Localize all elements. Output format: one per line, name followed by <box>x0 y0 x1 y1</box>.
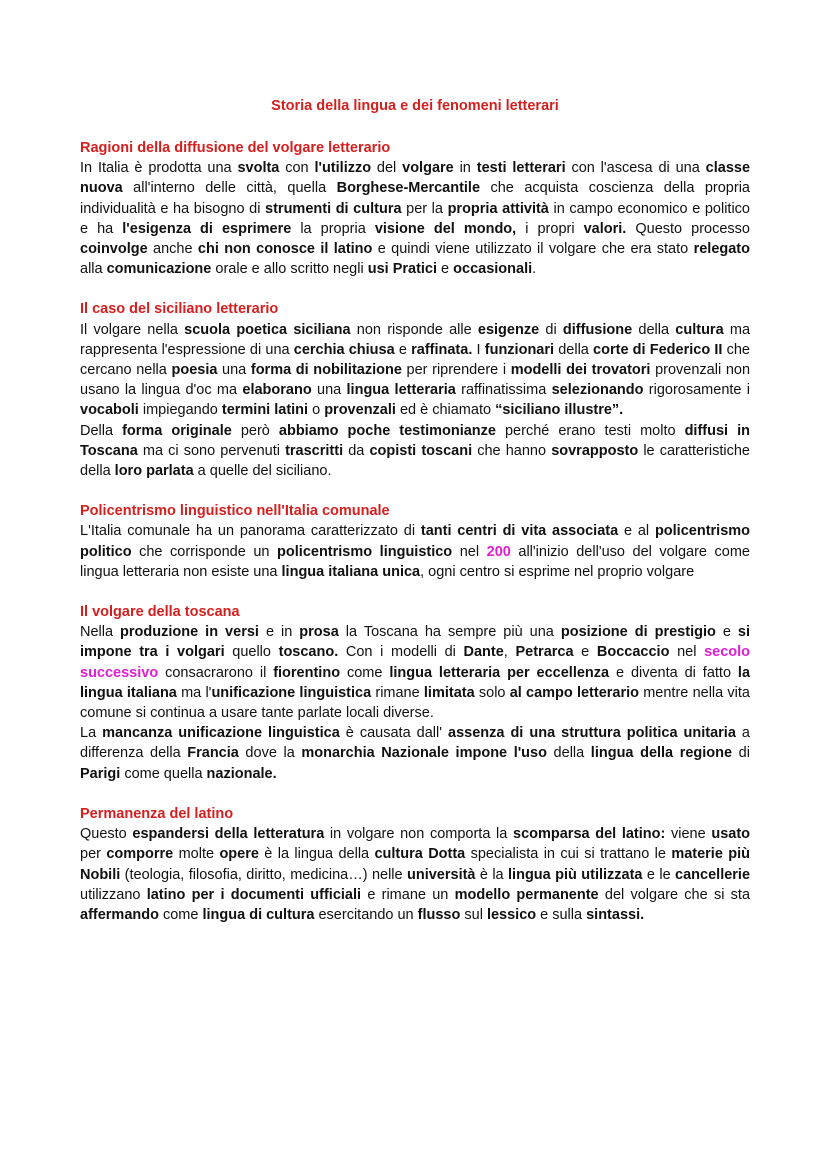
emphasis-text: usato <box>711 826 751 843</box>
emphasis-text: funzionari <box>484 341 555 358</box>
emphasis-text: la lingua italiana <box>80 664 751 701</box>
text-run: che corrisponde un <box>131 543 278 560</box>
section <box>80 804 750 925</box>
emphasis-text: abbiamo poche testimonianze <box>278 422 496 439</box>
text-run: è la lingua della <box>258 846 375 863</box>
text-run: alla <box>80 261 107 278</box>
emphasis-text: comunicazione <box>106 261 212 278</box>
text-run: all'interno delle città, quella <box>122 180 337 197</box>
section-heading: Permanenza del latino <box>80 805 234 822</box>
text-run: viene <box>665 826 712 843</box>
emphasis-text: fiorentino <box>273 664 341 681</box>
text-run: ma rappresenta l'espressione di una <box>80 321 751 358</box>
emphasis-text: vocaboli <box>80 402 139 419</box>
text-run: solo <box>474 684 510 701</box>
text-run: come quella <box>120 765 207 782</box>
text-run: dove la <box>238 745 302 762</box>
text-run: in volgare non comporta la <box>324 826 513 843</box>
text-run: della <box>554 341 594 358</box>
document-page <box>80 98 750 945</box>
emphasis-text: occasionali <box>453 261 533 278</box>
emphasis-text: provenzali <box>324 402 396 419</box>
emphasis-text: modello permanente <box>454 886 599 903</box>
section <box>80 299 750 481</box>
emphasis-text: volgare <box>402 160 454 177</box>
emphasis-text: modelli dei trovatori <box>510 362 651 379</box>
text-run: una <box>311 382 347 399</box>
document-body <box>80 138 750 925</box>
emphasis-text: forma di nobilitazione <box>250 362 402 379</box>
emphasis-text: Parigi <box>80 765 121 782</box>
text-run: ma ci sono pervenuti <box>137 442 286 459</box>
text-run: orale e allo scritto negli <box>211 261 368 278</box>
text-run: della <box>546 745 591 762</box>
emphasis-text: materie più Nobili <box>80 846 751 883</box>
section-heading: Il volgare della toscana <box>80 604 240 621</box>
emphasis-text: secolo successivo <box>80 644 751 681</box>
emphasis-text: latino per i documenti ufficiali <box>146 886 362 903</box>
text-run: una <box>217 362 251 379</box>
text-run: provenzali non usano la lingua d'oc ma <box>80 362 751 399</box>
emphasis-text: nazionale. <box>206 765 277 782</box>
emphasis-text: sovrapposto <box>551 442 639 459</box>
text-run: i propri <box>516 220 584 237</box>
text-run: La <box>80 725 103 742</box>
emphasis-text: propria attività <box>447 200 549 217</box>
text-run: da <box>343 442 370 459</box>
emphasis-text: visione del mondo, <box>374 220 517 237</box>
emphasis-text: sintassi. <box>586 906 645 923</box>
text-run: ed è chiamato <box>395 402 496 419</box>
emphasis-text: cerchia chiusa <box>293 341 395 358</box>
emphasis-text: loro parlata <box>114 463 194 480</box>
text-run: è causata dall' <box>339 725 449 742</box>
emphasis-text: tanti centri di vita associata <box>420 523 619 540</box>
emphasis-text: l'esigenza di esprimere <box>122 220 292 237</box>
text-run: come <box>340 664 390 681</box>
emphasis-text: unificazione linguistica <box>211 684 372 701</box>
text-run: e rimane un <box>361 886 455 903</box>
text-run: Con i modelli di <box>338 644 464 661</box>
emphasis-text: scuola poetica siciliana <box>184 321 351 338</box>
text-run: e <box>394 341 412 358</box>
text-run: con <box>279 160 315 177</box>
section-paragraph <box>80 824 750 925</box>
emphasis-text: scomparsa del latino: <box>513 826 666 843</box>
section-paragraph <box>80 723 750 784</box>
text-run: Questo <box>80 826 133 843</box>
text-run: la Toscana ha sempre più una <box>338 624 561 641</box>
emphasis-text: valori. <box>583 220 627 237</box>
emphasis-text: lingua letteraria per eccellenza <box>389 664 610 681</box>
text-run: che cercano nella <box>80 341 750 379</box>
emphasis-text: mancanza unificazione linguistica <box>102 725 340 742</box>
text-run: , ogni centro si esprime nel proprio volgare <box>420 563 695 580</box>
text-run: del volgare che si sta <box>598 886 751 903</box>
text-run: la propria <box>291 220 375 237</box>
text-run: Il volgare nella <box>80 321 185 338</box>
emphasis-text: lingua di cultura <box>202 906 315 923</box>
emphasis-text: elaborano <box>242 382 312 399</box>
emphasis-text: testi letterari <box>476 160 566 177</box>
emphasis-text: chi non conosce il latino <box>197 241 373 258</box>
emphasis-text: “siciliano illustre”. <box>495 402 624 419</box>
emphasis-text: forma originale <box>122 422 232 439</box>
emphasis-text: cultura Dotta <box>374 846 466 863</box>
text-run: rigorosamente i <box>643 382 751 399</box>
text-run: le caratteristiche della <box>80 442 750 480</box>
section <box>80 602 750 784</box>
text-run: come <box>158 906 203 923</box>
text-run: esercitando un <box>314 906 418 923</box>
emphasis-text: Petrarca <box>515 644 574 661</box>
emphasis-text: si impone tra i volgari <box>80 624 751 661</box>
text-run: raffinatissima <box>455 382 552 399</box>
text-run: è la <box>475 866 509 883</box>
text-run: quello <box>224 644 279 661</box>
text-run: che acquista coscienza della propria individualità e ha bisogno di <box>80 180 750 217</box>
text-run: nel <box>669 644 705 661</box>
emphasis-text: opere <box>219 846 259 863</box>
text-run: , <box>503 644 516 661</box>
text-run: però <box>231 422 279 439</box>
section-heading: Policentrismo linguistico nell'Italia comunale <box>80 503 390 520</box>
text-run: utilizzano <box>80 886 147 903</box>
text-run: di <box>732 745 750 762</box>
text-run: a differenza della <box>80 725 750 762</box>
emphasis-text: affermando <box>80 906 159 923</box>
text-run: In Italia è prodotta una <box>80 160 238 177</box>
emphasis-text: svolta <box>237 160 280 177</box>
emphasis-text: trascritti <box>285 442 344 459</box>
emphasis-text: produzione in versi <box>120 624 259 641</box>
emphasis-text: diffusione <box>562 321 633 338</box>
emphasis-text: Borghese-Mercantile <box>336 180 481 197</box>
text-run: nel <box>452 543 487 560</box>
emphasis-text: espandersi della letteratura <box>132 826 325 843</box>
text-run: e le <box>642 866 676 883</box>
text-run: in campo economico e politico e ha <box>80 200 750 237</box>
emphasis-text: Francia <box>187 745 239 762</box>
text-run: e sulla <box>536 906 587 923</box>
emphasis-text: università <box>406 866 476 883</box>
emphasis-text: raffinata. <box>411 341 473 358</box>
text-run: per <box>80 846 107 863</box>
text-run: ma l' <box>176 684 212 701</box>
emphasis-text: poesia <box>171 362 218 379</box>
emphasis-text: strumenti di cultura <box>265 200 402 217</box>
emphasis-text: corte di Federico II <box>593 341 723 358</box>
text-run: e in <box>258 624 300 641</box>
text-run: rimane <box>371 684 424 701</box>
text-run: I <box>472 341 485 358</box>
text-run: specialista in cui si trattano le <box>465 846 672 863</box>
text-run: e <box>573 644 597 661</box>
text-run: a quelle del siciliano. <box>193 463 332 480</box>
text-run: e quindi viene utilizzato il volgare che era stato <box>372 241 694 258</box>
text-run: molte <box>173 846 220 863</box>
emphasis-text: 200 <box>486 543 511 560</box>
emphasis-text: cultura <box>675 321 724 338</box>
emphasis-text: lingua della regione <box>590 745 733 762</box>
section-paragraph <box>80 320 750 421</box>
section-paragraph <box>80 622 750 723</box>
text-run: e al <box>618 523 655 540</box>
emphasis-text: Dante <box>463 644 504 661</box>
emphasis-text: diffusi in Toscana <box>80 422 750 459</box>
emphasis-text: comporre <box>106 846 174 863</box>
emphasis-text: esigenze <box>477 321 540 338</box>
emphasis-text: lingua più utilizzata <box>508 866 643 883</box>
emphasis-text: coinvolge <box>80 241 148 258</box>
text-run: (teologia, filosofia, diritto, medicina…) nelle <box>120 866 407 883</box>
emphasis-text: l'utilizzo <box>314 160 372 177</box>
text-run: perché erano testi molto <box>495 422 685 439</box>
emphasis-text: usi Pratici <box>367 261 438 278</box>
text-run: impiegando <box>138 402 222 419</box>
emphasis-text: lingua italiana unica <box>281 563 421 580</box>
emphasis-text: monarchia Nazionale impone l'uso <box>301 745 547 762</box>
text-run: anche <box>147 241 198 258</box>
text-run: L'Italia comunale ha un panorama caratterizzato di <box>80 523 421 540</box>
emphasis-text: policentrismo linguistico <box>277 543 453 560</box>
text-run: mentre nella vita comune si continua a usare tante parlate locali diverse. <box>80 684 750 722</box>
emphasis-text: lingua letteraria <box>346 382 456 399</box>
text-run: Questo processo <box>626 220 750 237</box>
text-run: con l'ascesa di una <box>565 160 706 177</box>
section <box>80 138 750 279</box>
text-run: del <box>371 160 403 177</box>
section-heading: Ragioni della diffusione del volgare letterario <box>80 140 391 156</box>
document-title: Storia della lingua e dei fenomeni letterari <box>271 98 559 114</box>
emphasis-text: classe nuova <box>80 160 751 197</box>
emphasis-text: cancellerie <box>675 866 751 883</box>
text-run: di <box>539 321 563 338</box>
text-run: Della <box>80 422 123 439</box>
text-run: non risponde alle <box>350 321 478 338</box>
emphasis-text: prosa <box>299 624 339 641</box>
text-run: . <box>532 261 537 278</box>
section-paragraph <box>80 421 750 482</box>
text-run: in <box>453 160 477 177</box>
emphasis-text: policentrismo politico <box>80 523 751 560</box>
text-run: che hanno <box>472 442 552 459</box>
text-run: o <box>308 402 325 419</box>
text-run: e <box>715 624 738 641</box>
text-run: all'inizio dell'uso del volgare come lingua letteraria non esiste una <box>80 543 750 580</box>
emphasis-text: selezionando <box>551 382 644 399</box>
emphasis-text: assenza di una struttura politica unitaria <box>448 725 736 742</box>
text-run: per la <box>401 200 448 217</box>
emphasis-text: termini latini <box>221 402 309 419</box>
emphasis-text: lessico <box>486 906 537 923</box>
text-run: sul <box>460 906 487 923</box>
section <box>80 501 750 582</box>
section-paragraph <box>80 521 750 582</box>
emphasis-text: relegato <box>693 241 750 258</box>
emphasis-text: toscano. <box>278 644 339 661</box>
emphasis-text: al campo letterario <box>509 684 640 701</box>
emphasis-text: posizione di prestigio <box>560 624 716 641</box>
text-run: della <box>632 321 676 338</box>
section-paragraph <box>80 158 750 279</box>
emphasis-text: flusso <box>417 906 461 923</box>
emphasis-text: copisti toscani <box>369 442 473 459</box>
text-run: per riprendere i <box>401 362 511 379</box>
emphasis-text: Boccaccio <box>596 644 670 661</box>
section-heading: Il caso del siciliano letterario <box>80 301 279 318</box>
emphasis-text: limitata <box>423 684 475 701</box>
text-run: consacrarono il <box>158 664 274 681</box>
text-run: Nella <box>80 624 121 641</box>
text-run: e diventa di fatto <box>609 664 738 681</box>
text-run: e <box>437 261 454 278</box>
